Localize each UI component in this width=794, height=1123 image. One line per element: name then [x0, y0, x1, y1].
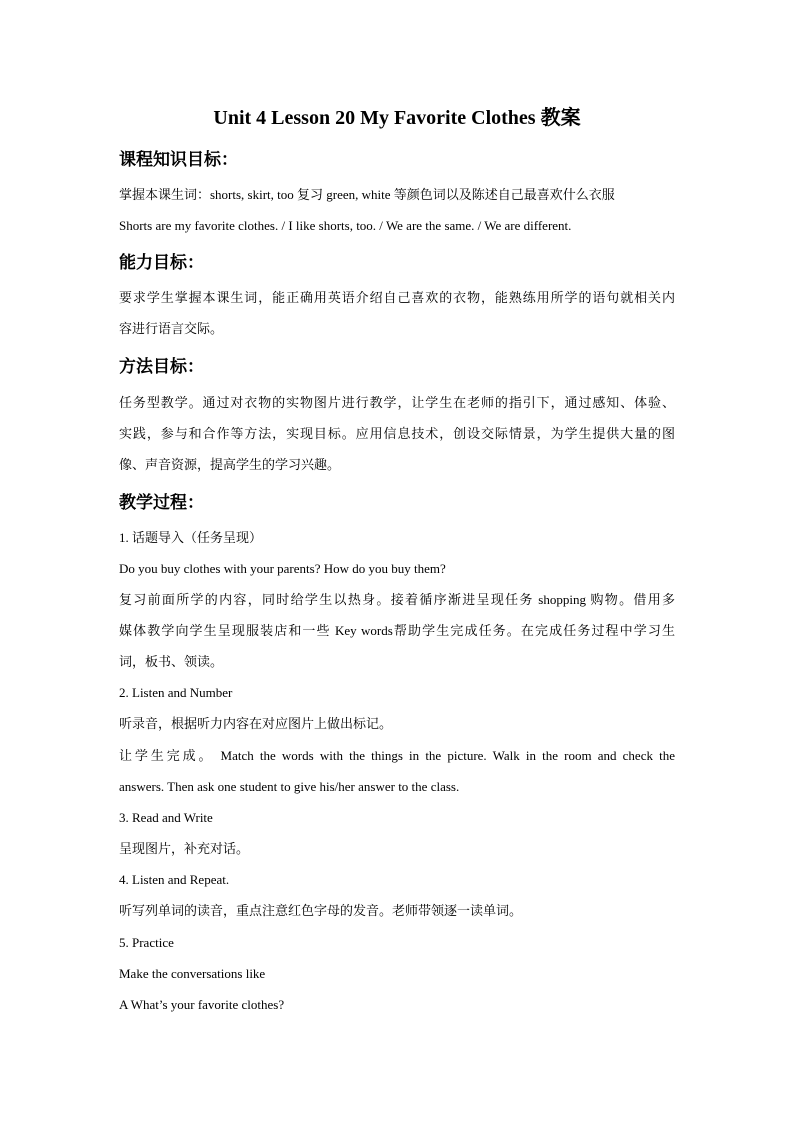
body-line: 听写列单词的读音，重点注意红色字母的发音。老师带领逐一读单词。 [119, 903, 523, 918]
body-line: 要求学生掌握本课生词，能正确用英语介绍自己喜欢的衣物，能熟练用所学的语句就相关内 [119, 290, 675, 305]
body-line: 5. Practice [119, 935, 174, 950]
body-line: answers. Then ask one student to give his/her answer to the class. [119, 779, 460, 794]
body-line: 1. 话题导入（任务呈现） [119, 530, 263, 545]
section-heading-ability-goals: 能力目标： [119, 253, 204, 273]
body-line: 呈现图片，补充对话。 [119, 841, 250, 856]
body-line: Make the conversations like [119, 966, 266, 981]
body-line: 让学生完成。 Match the words with the things in the picture. Walk in the room and check the [119, 748, 675, 763]
body-line: 容进行语言交际。 [119, 321, 224, 336]
body-line: 2. Listen and Number [119, 685, 233, 700]
body-line: Shorts are my favorite clothes. / I like shorts, too. / We are the same. / We are different. [119, 218, 572, 233]
body-line: 像、声音资源，提高学生的学习兴趣。 [119, 457, 341, 472]
body-line: 实践，参与和合作等方法，实现目标。应用信息技术，创设交际情景，为学生提供大量的图 [119, 426, 675, 441]
body-line: A What’s your favorite clothes? [119, 997, 285, 1012]
section-heading-knowledge-goals: 课程知识目标： [119, 150, 238, 170]
body-line: 任务型教学。通过对衣物的实物图片进行教学，让学生在老师的指引下，通过感知、体验、 [119, 395, 675, 410]
body-line: 听录音，根据听力内容在对应图片上做出标记。 [119, 716, 393, 731]
document-title: Unit 4 Lesson 20 My Favorite Clothes 教案 [213, 107, 581, 129]
section-heading-method-goals: 方法目标： [119, 357, 204, 377]
body-line: 复习前面所学的内容，同时给学生以热身。接着循序渐进呈现任务 shopping 购物。借用多 [119, 592, 675, 607]
body-line: 词，板书、领读。 [119, 654, 224, 669]
body-line: 掌握本课生词：shorts, skirt, too 复习 green, white 等颜色词以及陈述自己最喜欢什么衣服 [119, 187, 615, 202]
body-line: 媒体教学向学生呈现服装店和一些 Key words帮助学生完成任务。在完成任务过程中学习生 [119, 623, 675, 638]
body-line: 3. Read and Write [119, 810, 213, 825]
section-heading-teaching-process: 教学过程： [119, 493, 204, 513]
body-line: Do you buy clothes with your parents? How do you buy them? [119, 561, 446, 576]
body-line: 4. Listen and Repeat. [119, 872, 230, 887]
